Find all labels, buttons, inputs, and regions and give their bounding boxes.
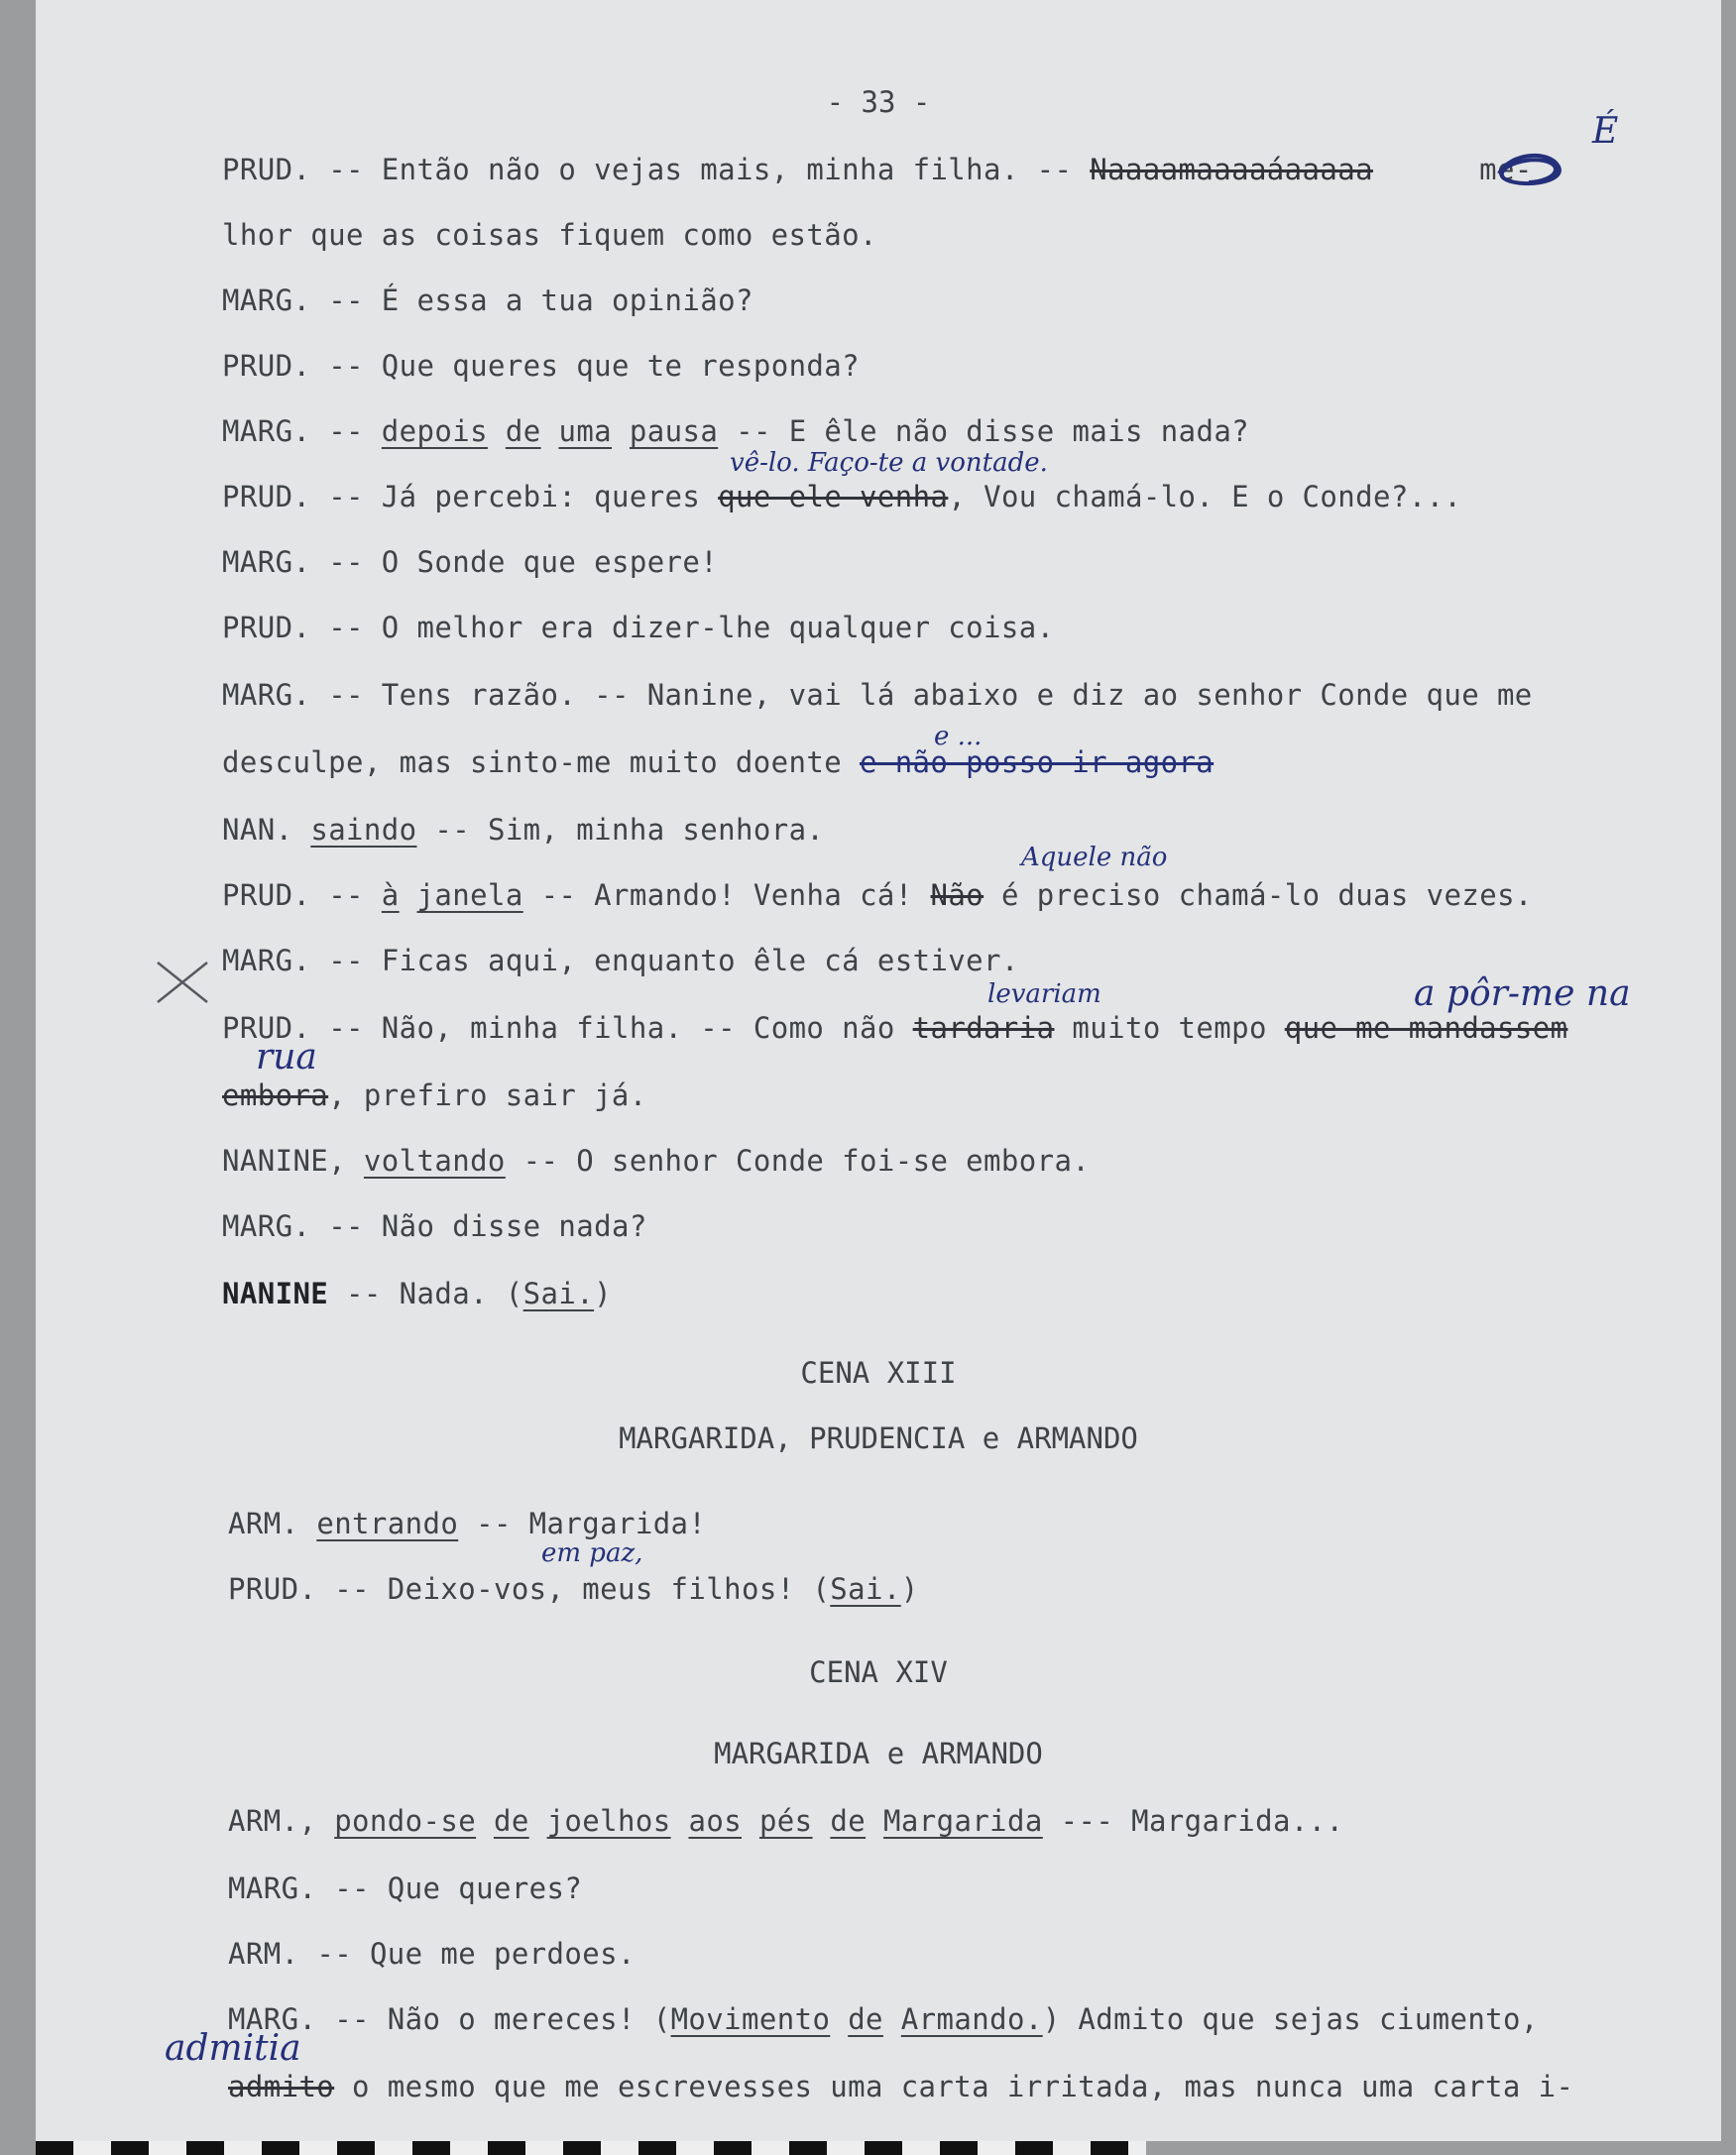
stage-direction: Movimento: [670, 2002, 831, 2036]
dialogue: -- Margarida!: [476, 1507, 707, 1540]
dialogue-end: ): [594, 1277, 612, 1310]
line-10: [222, 745, 1214, 779]
dialogue: -- O senhor Conde foi-se embora.: [522, 1144, 1091, 1178]
line-24: [228, 2002, 1539, 2036]
stage-direction: pondo-se: [334, 1804, 477, 1838]
line-22: [228, 1871, 582, 1905]
dialogue: O melhor era dizer-lhe qualquer coisa.: [381, 611, 1055, 644]
dash: --: [328, 611, 364, 644]
stage-direction: pés: [758, 1804, 813, 1838]
line-14: [222, 1011, 1567, 1045]
dash: --: [334, 1572, 370, 1606]
stage-direction: pausa: [629, 414, 719, 448]
line-6: PRUD. -- Já percebi: queres que ele venha, Vou chamá-lo. E o Conde?...: [222, 480, 1462, 513]
line-19: [228, 1507, 706, 1540]
line-1: [222, 153, 1533, 186]
dialogue: Já percebi: queres: [381, 480, 701, 513]
stage-direction: saindo: [310, 813, 417, 847]
dialogue: Que me perdoes.: [369, 1937, 636, 1971]
struck-text: admito: [228, 2070, 335, 2103]
speaker: MARG.: [228, 2002, 317, 2036]
dialogue: Então não o vejas mais, minha filha. --: [381, 153, 1073, 186]
stage-direction: aos: [688, 1804, 743, 1838]
dialogue: Ficas aqui, enquanto êle cá estiver.: [381, 944, 1019, 977]
handwritten-insertion: levariam: [987, 979, 1101, 1009]
line-16: [222, 1144, 1090, 1178]
dash: --: [328, 284, 364, 317]
speaker: PRUD.: [222, 153, 311, 186]
stage-direction: voltando: [363, 1144, 506, 1178]
dialogue: É essa a tua opinião?: [381, 284, 753, 317]
speaker: NANINE: [222, 1277, 329, 1310]
stage-direction: de: [505, 414, 541, 448]
dash: --: [328, 480, 364, 513]
dialogue-end: ): [900, 1572, 919, 1606]
struck-text: que me mandassem: [1284, 1011, 1568, 1045]
struck-text: que ele venha: [718, 480, 949, 513]
dialogue-end: Vou chamá-lo. E o Conde?...: [984, 480, 1462, 513]
dialogue: --- Margarida...: [1060, 1804, 1344, 1838]
dash: --: [334, 2002, 370, 2036]
speaker: NAN.: [222, 813, 293, 847]
dash: --: [328, 878, 364, 912]
dash: --: [316, 1937, 353, 1971]
stage-direction: janela: [416, 878, 523, 912]
dialogue: O Sonde que espere!: [381, 545, 719, 579]
speaker: ARM.: [228, 1507, 299, 1540]
dialogue: Que queres?: [387, 1871, 583, 1905]
dash: --: [328, 545, 364, 579]
dialogue-end: é preciso chamá-lo duas vezes.: [1001, 878, 1533, 912]
handwritten-correction: É: [1592, 111, 1619, 152]
dialogue-end: me-: [1479, 153, 1533, 186]
line-25: [228, 2070, 1573, 2103]
dash: --: [328, 1209, 364, 1243]
speaker: PRUD.: [228, 1572, 317, 1606]
dash: --: [328, 944, 364, 977]
dialogue: Que queres que te responda?: [381, 349, 861, 383]
line-15: [222, 1078, 647, 1112]
handwritten-insertion: Aquele não: [1021, 843, 1168, 872]
line-17: [222, 1209, 647, 1243]
speaker: PRUD.: [222, 1011, 311, 1045]
struck-text: e não posso ir agora: [859, 745, 1215, 779]
stage-direction: depois: [381, 414, 488, 448]
scene-heading: CENA XIII: [800, 1356, 957, 1390]
dialogue: Deixo-vos, meus filhos! (: [387, 1572, 831, 1606]
dialogue: -- E êle não disse mais nada?: [736, 414, 1250, 448]
stage-direction: uma: [558, 414, 613, 448]
dialogue: -- Armando! Venha cá!: [540, 878, 913, 912]
speaker: MARG.: [222, 1209, 311, 1243]
scene-heading: CENA XIV: [809, 1655, 948, 1689]
scale-ruler: [36, 2141, 1146, 2155]
dialogue: , prefiro sair já.: [328, 1078, 647, 1112]
stage-direction: joelhos: [546, 1804, 671, 1838]
speaker: PRUD.: [222, 349, 311, 383]
struck-text: tardaria: [912, 1011, 1055, 1045]
line-5: [222, 414, 1249, 448]
page-number: - 33 -: [826, 85, 931, 119]
speaker: MARG.: [222, 944, 311, 977]
dash: --: [328, 678, 364, 712]
handwritten-insertion: e ...: [934, 722, 983, 751]
dialogue: Tens razão. -- Nanine, vai lá abaixo e diz ao senhor Conde que me: [381, 678, 1533, 712]
struck-text: Não: [930, 878, 984, 912]
margin-cross-icon: [153, 958, 212, 1007]
stage-direction: entrando: [316, 1507, 459, 1540]
dialogue: desculpe, mas sinto-me muito doente: [222, 745, 843, 779]
dash: --: [328, 1011, 364, 1045]
dialogue: muito tempo: [1072, 1011, 1267, 1045]
stage-direction: de: [830, 1804, 867, 1838]
line-2: lhor que as coisas fiquem como estão.: [222, 218, 877, 252]
dialogue: -- Sim, minha senhora.: [434, 813, 825, 847]
stage-direction: Sai.: [522, 1277, 595, 1310]
dash: --: [328, 153, 364, 186]
stage-direction: Armando.: [900, 2002, 1043, 2036]
struck-text: Naaaamaaaaáaaaaa: [1090, 153, 1373, 186]
handwritten-insertion: admitia: [165, 2028, 301, 2069]
ink-scribble-icon: [1489, 149, 1578, 188]
line-13: [222, 944, 1019, 977]
stage-direction: Sai.: [830, 1572, 901, 1606]
speaker: ARM.,: [228, 1804, 317, 1838]
speaker: PRUD.: [222, 480, 311, 513]
speaker: PRUD.: [222, 611, 311, 644]
dash: --: [334, 1871, 370, 1905]
scene-cast: MARGARIDA e ARMANDO: [714, 1737, 1043, 1770]
line-3: [222, 284, 753, 317]
line-20: [228, 1572, 919, 1606]
speaker: MARG.: [222, 414, 311, 448]
line-7: [222, 545, 718, 579]
dialogue: Não disse nada?: [381, 1209, 647, 1243]
line-9: [222, 678, 1533, 712]
handwritten-insertion: vê-lo. Faço-te a vontade.: [730, 448, 1048, 478]
line-11: [222, 813, 824, 847]
speaker: MARG.: [222, 678, 311, 712]
line-18: [222, 1277, 612, 1310]
speaker: MARG.: [222, 545, 311, 579]
line-21: [228, 1804, 1343, 1838]
line-12: [222, 878, 1533, 912]
handwritten-insertion: rua: [256, 1037, 317, 1078]
speaker: ARM.: [228, 1937, 299, 1971]
stage-direction: à: [381, 878, 400, 912]
dash: --: [328, 414, 364, 448]
handwritten-insertion: a pôr-me na: [1414, 973, 1631, 1014]
dash: --: [328, 349, 364, 383]
dialogue: Não, minha filha. -- Como não: [381, 1011, 895, 1045]
scene-cast: MARGARIDA, PRUDENCIA e ARMANDO: [619, 1421, 1138, 1455]
speaker: NANINE,: [222, 1144, 347, 1178]
stage-direction: de: [848, 2002, 883, 2036]
dialogue: -- Nada. (: [346, 1277, 523, 1310]
struck-text: embora: [222, 1078, 329, 1112]
handwritten-insertion: em paz,: [541, 1538, 643, 1568]
stage-direction: Margarida: [883, 1804, 1043, 1838]
stage-direction: de: [493, 1804, 529, 1838]
dialogue: o mesmo que me escrevesses uma carta irritada, mas nunca uma carta i-: [352, 2070, 1574, 2103]
speaker: MARG.: [222, 284, 311, 317]
speaker: MARG.: [228, 1871, 317, 1905]
dialogue: Não o mereces! (: [387, 2002, 671, 2036]
document-page: [36, 0, 1721, 2141]
speaker: PRUD.: [222, 878, 311, 912]
line-4: [222, 349, 860, 383]
line-8: [222, 611, 1054, 644]
dialogue-end: ) Admito que sejas ciumento,: [1042, 2002, 1539, 2036]
line-23: [228, 1937, 636, 1971]
